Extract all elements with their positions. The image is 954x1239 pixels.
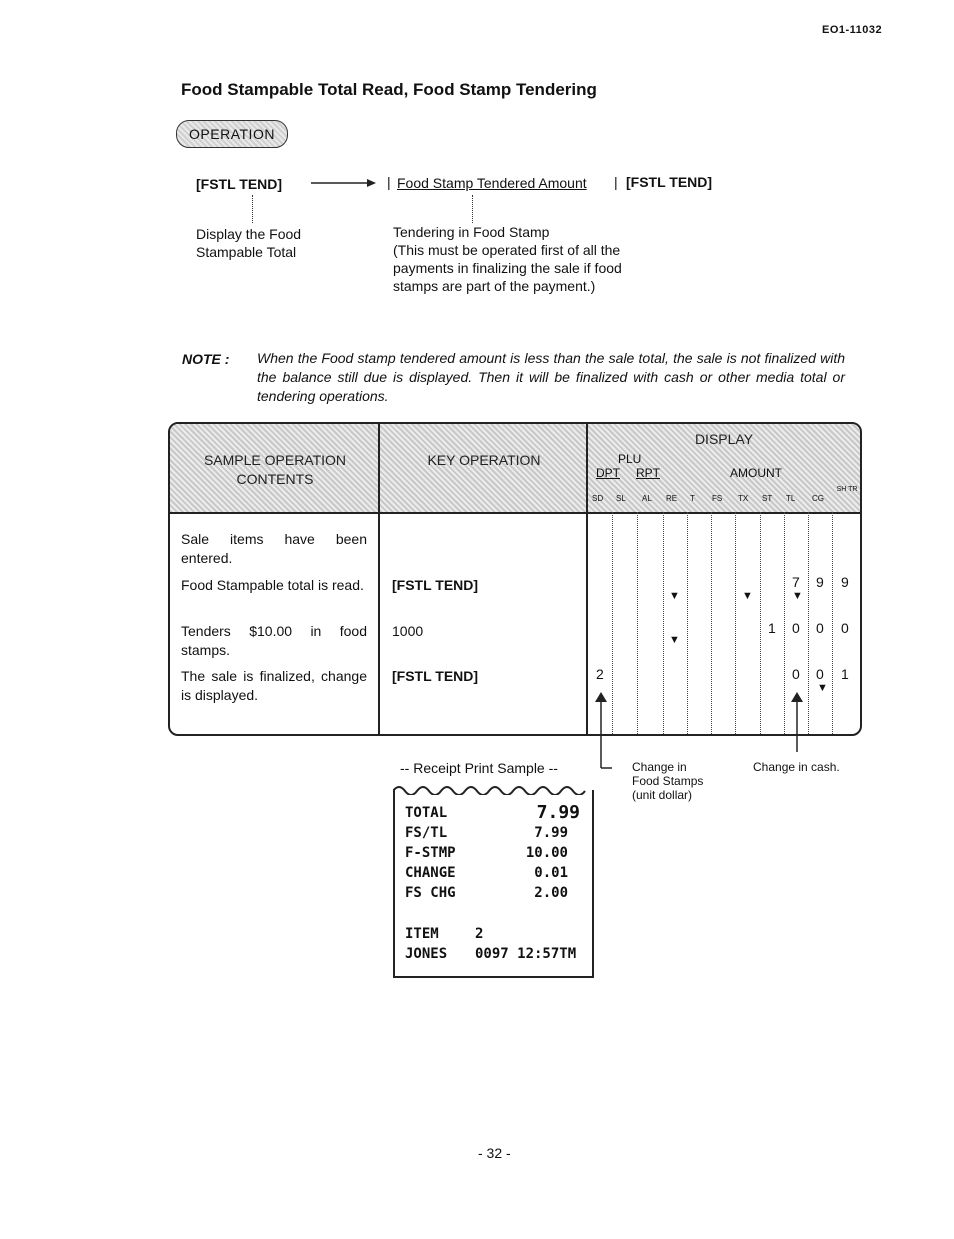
receipt-line-label: FS/TL	[405, 825, 448, 841]
key-op-row4: [FSTL TEND]	[392, 668, 479, 684]
receipt-line-label: CHANGE	[405, 865, 456, 881]
sample-operation-table	[168, 422, 862, 736]
display-digit: 9	[841, 574, 849, 590]
receipt-line-label: FS CHG	[405, 885, 456, 901]
receipt-total-value: 7.99	[536, 802, 580, 823]
display-digit: 0	[792, 666, 800, 682]
caption-change-food-stamps: Change in Food Stamps (unit dollar)	[632, 760, 704, 802]
display-digit: 9	[816, 574, 824, 590]
receipt-item-label: ITEM	[405, 926, 439, 942]
receipt-item-count: 2	[475, 926, 484, 942]
input-bracket-left: |	[387, 174, 391, 190]
key-op-row3: 1000	[392, 623, 424, 639]
display-digit: 1	[768, 620, 776, 636]
receipt-line-value: 0.01	[534, 865, 568, 881]
desc-tendering-food-stamp: Tendering in Food Stamp (This must be operated first of all the payments in finalizing the sale if food stamps are part of the payment.)	[393, 224, 622, 294]
key-fstl-tend-1: [FSTL TEND]	[196, 176, 283, 192]
receipt-footer: 0097 12:57TM	[475, 946, 577, 962]
caption-change-cash: Change in cash.	[753, 760, 840, 774]
row-tenders-food-stamps: Tenders $10.00 in food stamps.	[181, 623, 367, 658]
row-sale-items: Sale items have been entered.	[181, 531, 367, 566]
header-key-operation: KEY OPERATION	[380, 424, 588, 514]
header-display: DISPLAY PLU DPT RPT AMOUNT SD SL AL RE T FS TX ST TL CG SH TR	[588, 424, 860, 514]
dotted-connector-1	[252, 195, 253, 223]
note-text: When the Food stamp tendered amount is less than the sale total, the sale is not finalized with the balance still due is displayed. Then it will be finalized with cash or other media total or tendering operations.	[257, 350, 845, 404]
indicator-triangle-icon: ▼	[669, 634, 680, 646]
display-digit: 0	[792, 620, 800, 636]
display-digit: 0	[841, 620, 849, 636]
page-title: Food Stampable Total Read, Food Stamp Tendering	[181, 80, 597, 99]
row-food-stampable-total: Food Stampable total is read.	[181, 577, 364, 593]
key-fstl-tend-2: [FSTL TEND]	[626, 174, 713, 190]
display-digit: 0	[816, 620, 824, 636]
receipt-line-value: 10.00	[525, 845, 568, 861]
receipt-line-value: 7.99	[534, 825, 568, 841]
display-digit: 0	[816, 666, 824, 682]
document-id: EO1-11032	[822, 24, 883, 36]
receipt-clerk-name: JONES	[405, 946, 448, 962]
receipt-line-label: F-STMP	[405, 845, 456, 861]
header-contents: SAMPLE OPERATION CONTENTS	[170, 424, 380, 514]
arrow-up-cash-change-icon	[786, 690, 808, 754]
arrow-up-fs-change-icon	[590, 690, 612, 770]
receipt-line-value: 2.00	[534, 885, 568, 901]
input-food-stamp-amount: Food Stamp Tendered Amount	[397, 175, 587, 191]
indicator-triangle-icon: ▼	[817, 682, 828, 694]
desc-display-food-stampable: Display the Food Stampable Total	[196, 226, 302, 260]
operation-badge: OPERATION	[176, 120, 288, 148]
column-separator	[378, 424, 380, 734]
receipt-sample	[393, 790, 594, 978]
receipt-label: -- Receipt Print Sample --	[400, 760, 558, 776]
indicator-triangle-icon: ▼	[669, 590, 680, 602]
indicator-triangle-icon: ▼	[742, 590, 753, 602]
dotted-connector-2	[472, 195, 473, 223]
input-bracket-right: |	[614, 174, 618, 190]
key-op-row2: [FSTL TEND]	[392, 577, 479, 593]
indicator-triangle-icon: ▼	[792, 590, 803, 602]
receipt-line-label: TOTAL	[405, 805, 448, 821]
note-label: NOTE :	[182, 351, 230, 367]
page-number: - 32 -	[478, 1145, 511, 1161]
display-digit: 7	[792, 574, 800, 590]
column-separator	[586, 424, 588, 734]
row-sale-finalized: The sale is finalized, change is displayed.	[181, 668, 367, 703]
display-digit: 2	[596, 666, 604, 682]
display-digit: 1	[841, 666, 849, 682]
arrow-right-icon	[311, 176, 377, 190]
